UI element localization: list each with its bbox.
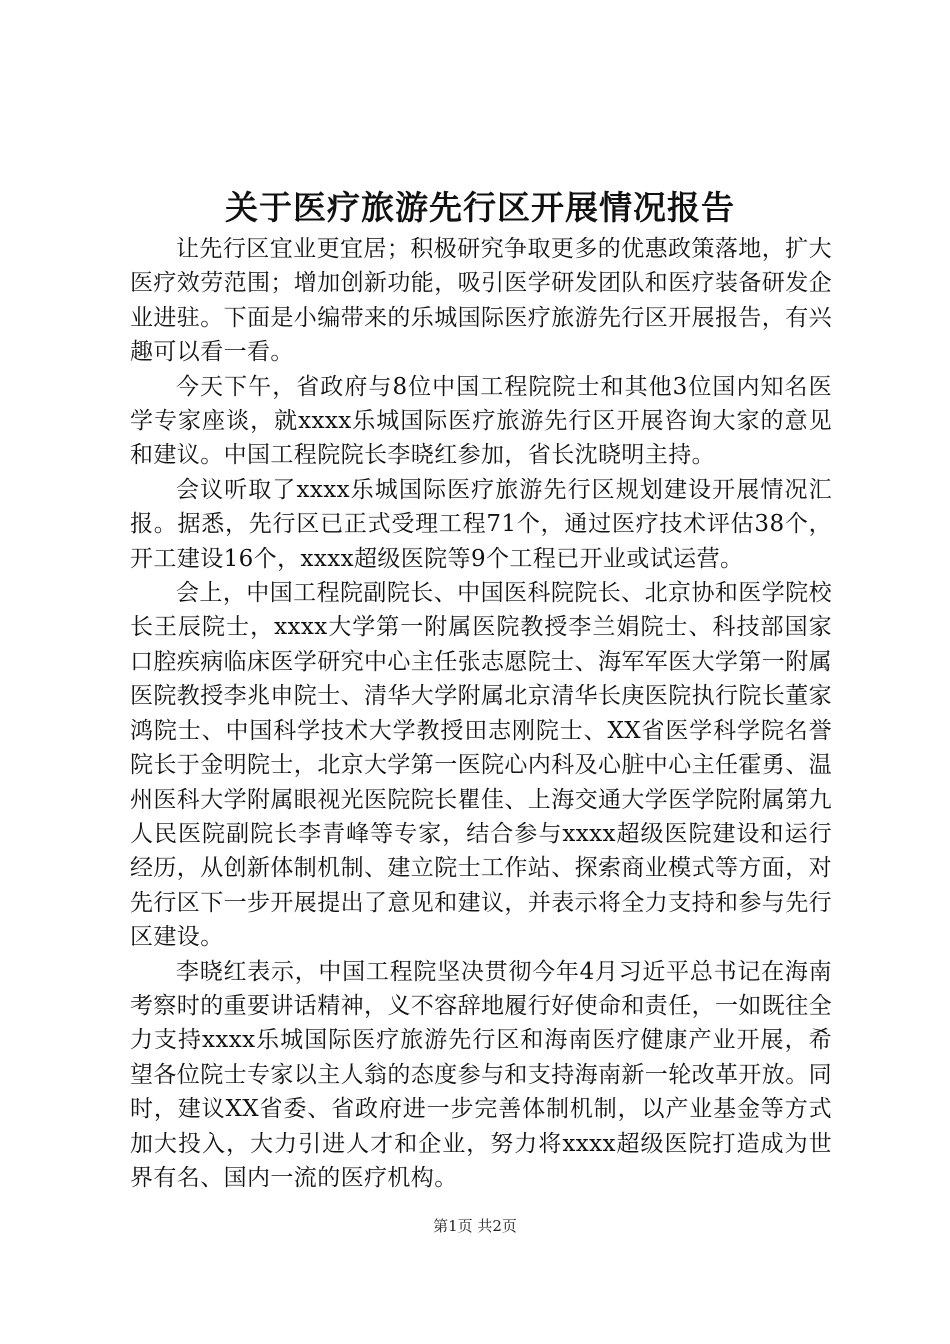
document-body — [130, 232, 832, 1195]
paragraph-intro: 让先行区宜业更宜居；积极研究争取更多的优惠政策落地，扩大医疗效劳范围；增加创新功能，吸引医学研发团队和医疗装备研发企业进驻。下面是小编带来的乐城国际医疗旅游先行区开展报告，有兴趣可以看一看。 — [130, 236, 832, 366]
page-number-footer: 第1页 共2页 — [433, 1217, 517, 1235]
paragraph-progress-report: 会议听取了xxxx乐城国际医疗旅游先行区规划建设开展情况汇报。据悉，先行区已正式受理工程71个，通过医疗技术评估38个，开工建设16个，xxxx超级医院等9个工程已开业或试运营。 — [130, 476, 832, 572]
paragraph-symposium: 今天下午，省政府与8位中国工程院院士和其他3位国内知名医学专家座谈，就xxxx乐城国际医疗旅游先行区开展咨询大家的意见和建议。中国工程院院长李晓红参加，省长沈晓明主持。 — [130, 373, 832, 469]
paragraph-expert-suggestions: 会上，中国工程院副院长、中国医科院院长、北京协和医学院校长王辰院士，xxxx大学第一附属医院教授李兰娟院士、科技部国家口腔疾病临床医学研究中心主任张志愿院士、海军军医大学第一附属医院教授李兆申院士、清华大学附属北京清华长庚医院执行院长董家鸿院士、中国科学技术大学教授田志刚院士、XX省医学科学院名誉院长于金明院士，北京大学第一医院心内科及心脏中心主任霍勇、温州医科大学附属眼视光医院院长瞿佳、上海交通大学医学院附属第九人民医院副院长李青峰等专家，结合参与xxxx超级医院建设和运行经历，从创新体制机制、建立院士工作站、探索商业模式等方面，对先行区下一步开展提出了意见和建议，并表示将全力支持和参与先行区建设。 — [130, 580, 832, 951]
document-title: 关于医疗旅游先行区开展情况报告 — [225, 188, 735, 227]
paragraph-closing-remarks: 李晓红表示，中国工程院坚决贯彻今年4月习近平总书记在海南考察时的重要讲话精神，义不容辞地履行好使命和责任，一如既往全力支持xxxx乐城国际医疗旅游先行区和海南医疗健康产业开展，希望各位院士专家以主人翁的态度参与和支持海南新一轮改革开放。同时，建议XX省委、省政府进一步完善体制机制，以产业基金等方式加大投入，大力引进人才和企业，努力将xxxx超级医院打造成为世界有名、国内一流的医疗机构。 — [130, 958, 832, 1191]
